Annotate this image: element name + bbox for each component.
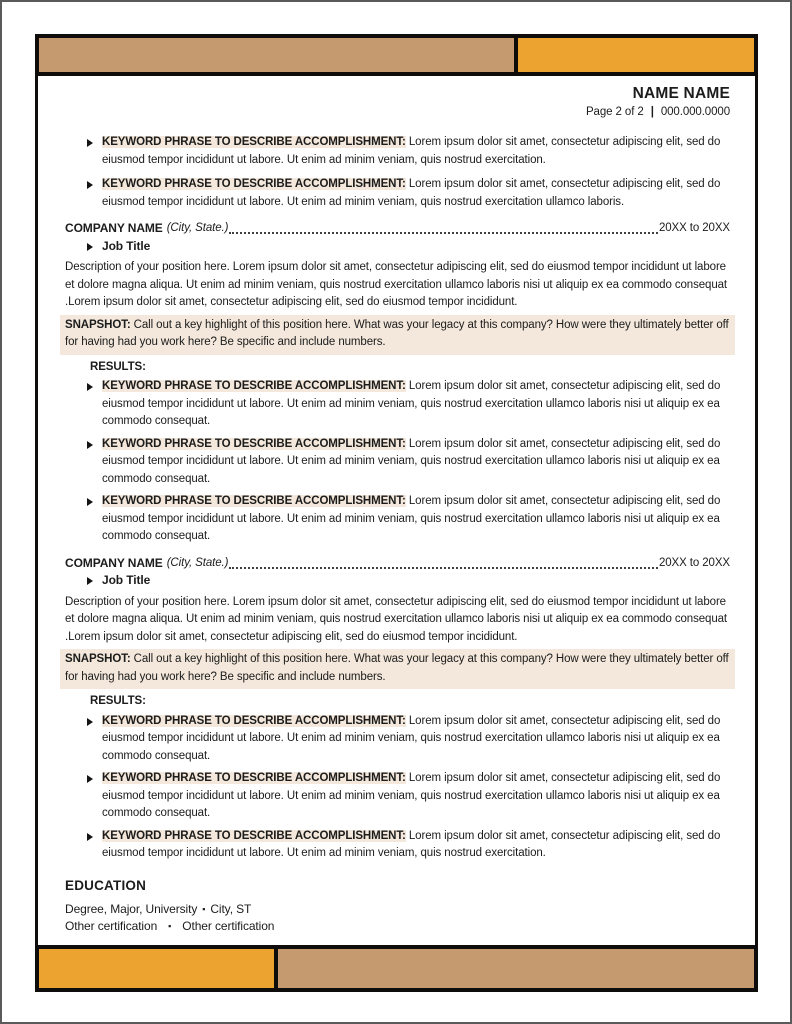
result-body: Lorem ipsum dolor sit amet, consectetur adipiscing elit, sed do eiusmod tempor incididunt ut labore. Ut enim ad minim veniam, quis nostrud exercitation.: [102, 829, 721, 859]
keyword-phrase: KEYWORD PHRASE TO DESCRIBE ACCOMPLISHMENT:: [102, 136, 406, 148]
candidate-name: NAME NAME: [632, 85, 730, 102]
result-bullet: [87, 378, 730, 431]
snapshot-text: Call out a key highlight of this position here. What was your legacy at this company? How were they ultimately better off for having had you work here? Be specific and include numbers.: [65, 653, 729, 683]
result-body: Lorem ipsum dolor sit amet, consectetur adipiscing elit, sed do eiusmod tempor incididunt ut labore. Ut enim ad minim veniam, quis nostrud exercitation ullamco laboris nisi ut aliquip ex ea commodo consequat.: [102, 437, 721, 485]
degree-location: City, ST: [210, 901, 252, 916]
company-name: COMPANY NAME: [65, 555, 163, 570]
bottom-banner-tan-block: [274, 949, 754, 988]
accomplishment-text: [102, 176, 730, 211]
results-list: [65, 713, 730, 863]
meta-separator: |: [650, 106, 654, 118]
keyword-phrase: KEYWORD PHRASE TO DESCRIBE ACCOMPLISHMENT:: [102, 829, 406, 842]
position-description: Description of your position here. Lorem ipsum dolor sit amet, consectetur adipiscing elit, sed do eiusmod tempor incididunt ut labore et dolore magna aliqua. Ut enim ad minim veniam, quis nostrud exercitation ullamco laboris nisi ut aliquip ex ea commodo consequat .Lorem ipsum dolor sit amet, consectetur adipiscing elit, sed do eiusmod tempor incididunt.: [65, 261, 728, 308]
keyword-phrase: KEYWORD PHRASE TO DESCRIBE ACCOMPLISHMENT:: [102, 714, 406, 727]
results-list: [65, 378, 730, 546]
top-banner-tan-block: [39, 38, 514, 72]
company-location: (City, State.): [166, 556, 229, 569]
keyword-phrase: KEYWORD PHRASE TO DESCRIBE ACCOMPLISHMENT:: [102, 178, 406, 190]
result-bullet: [87, 713, 730, 766]
square-separator-icon: ▪: [168, 920, 172, 931]
keyword-phrase: KEYWORD PHRASE TO DESCRIBE ACCOMPLISHMENT:: [102, 380, 406, 392]
accomplishment-body: Lorem ipsum dolor sit amet, consectetur adipiscing elit, sed do eiusmod tempor incididunt ut labore. Ut enim ad minim veniam, quis nostrud exercitation ullamco laboris.: [102, 178, 721, 208]
result-bullet: [87, 770, 730, 823]
bottom-banner-orange-block: [39, 949, 274, 988]
result-bullet: [87, 493, 730, 546]
triangle-bullet-icon: [87, 181, 93, 189]
dotted-leader: [229, 232, 658, 234]
snapshot-label: SNAPSHOT:: [65, 318, 131, 331]
certification-text: Other certification: [182, 918, 275, 933]
employment-dates: 20XX to 20XX: [658, 556, 730, 569]
job-section-2: [65, 554, 730, 863]
snapshot-label: SNAPSHOT:: [65, 653, 131, 665]
resume-sheet: [35, 34, 758, 992]
snapshot-text: Call out a key highlight of this position here. What was your legacy at this company? How were they ultimately better off for having had you work here? Be specific and include numbers.: [65, 318, 729, 348]
degree-line: [65, 901, 730, 918]
result-text: [102, 436, 730, 489]
triangle-bullet-icon: [87, 577, 93, 585]
result-text: [102, 828, 730, 863]
keyword-phrase: KEYWORD PHRASE TO DESCRIBE ACCOMPLISHMENT:: [102, 437, 406, 450]
result-body: Lorem ipsum dolor sit amet, consectetur adipiscing elit, sed do eiusmod tempor incididunt ut labore. Ut enim ad minim veniam, quis nostrud exercitation ullamco laboris nisi ut aliquip ex ea commodo consequat.: [102, 380, 721, 427]
job-section-1: [65, 219, 730, 546]
company-location: (City, State.): [166, 222, 229, 234]
page-header: [65, 85, 730, 120]
page-number: Page 2 of 2: [585, 106, 644, 118]
company-line: [65, 219, 730, 237]
triangle-bullet-icon: [87, 775, 93, 783]
employment-dates: 20XX to 20XX: [658, 222, 730, 234]
top-banner: [35, 34, 758, 76]
triangle-bullet-icon: [87, 243, 93, 251]
triangle-bullet-icon: [87, 383, 93, 391]
dotted-leader: [229, 567, 658, 569]
triangle-bullet-icon: [87, 139, 93, 147]
certification-line: [65, 918, 730, 935]
company-line: [65, 554, 730, 572]
accomplishment-text: [102, 134, 730, 169]
keyword-phrase: KEYWORD PHRASE TO DESCRIBE ACCOMPLISHMENT:: [102, 772, 406, 784]
accomplishment-bullet: [87, 134, 730, 169]
company-name: COMPANY NAME: [65, 221, 163, 235]
accomplishment-body: Lorem ipsum dolor sit amet, consectetur adipiscing elit, sed do eiusmod tempor incididunt ut labore. Ut enim ad minim veniam, quis nostrud exercitation.: [102, 136, 721, 166]
result-text: [102, 713, 730, 766]
result-text: [102, 378, 730, 431]
certification-text: Other certification: [65, 918, 158, 933]
results-label: RESULTS:: [90, 695, 146, 707]
bottom-banner: [35, 945, 758, 992]
accomplishment-bullet: [87, 176, 730, 211]
content-frame: [35, 76, 758, 945]
top-banner-orange-block: [514, 38, 754, 72]
results-label: RESULTS:: [90, 360, 146, 373]
triangle-bullet-icon: [87, 441, 93, 449]
result-body: Lorem ipsum dolor sit amet, consectetur adipiscing elit, sed do eiusmod tempor incididunt ut labore. Ut enim ad minim veniam, quis nostrud exercitation ullamco laboris nisi ut aliquip ex ea commodo consequat.: [102, 714, 721, 762]
keyword-phrase: KEYWORD PHRASE TO DESCRIBE ACCOMPLISHMENT:: [102, 495, 406, 507]
snapshot-callout: [60, 315, 735, 355]
job-title: Job Title: [102, 238, 151, 253]
job-title-row: [87, 572, 730, 590]
triangle-bullet-icon: [87, 718, 93, 726]
square-separator-icon: ▪: [202, 903, 206, 914]
degree-text: Degree, Major, University: [65, 901, 198, 916]
result-body: Lorem ipsum dolor sit amet, consectetur adipiscing elit, sed do eiusmod tempor incididunt ut labore. Ut enim ad minim veniam, quis nostrud exercitation ullamco laboris nisi ut aliquip ex ea commodo consequat.: [102, 772, 721, 819]
snapshot-callout: [60, 649, 735, 689]
education-section: [65, 877, 730, 935]
job-title: Job Title: [102, 573, 151, 587]
triangle-bullet-icon: [87, 498, 93, 506]
phone-number: 000.000.0000: [660, 106, 730, 118]
education-heading: EDUCATION: [65, 877, 147, 893]
triangle-bullet-icon: [87, 833, 93, 841]
result-body: Lorem ipsum dolor sit amet, consectetur adipiscing elit, sed do eiusmod tempor incididunt ut labore. Ut enim ad minim veniam, quis nostrud exercitation ullamco laboris nisi ut aliquip ex ea commodo consequat.: [102, 495, 721, 542]
result-bullet: [87, 436, 730, 489]
result-text: [102, 493, 730, 546]
header-meta: [65, 104, 730, 120]
job-title-row: [87, 238, 730, 256]
position-description: Description of your position here. Lorem ipsum dolor sit amet, consectetur adipiscing elit, sed do eiusmod tempor incididunt ut labore et dolore magna aliqua. Ut enim ad minim veniam, quis nostrud exercitation ullamco laboris nisi ut aliquip ex ea commodo consequat .Lorem ipsum dolor sit amet, consectetur adipiscing elit, sed do eiusmod tempor incididunt.: [65, 595, 728, 643]
result-bullet: [87, 828, 730, 863]
intro-bullet-list: [65, 134, 730, 211]
result-text: [102, 770, 730, 823]
